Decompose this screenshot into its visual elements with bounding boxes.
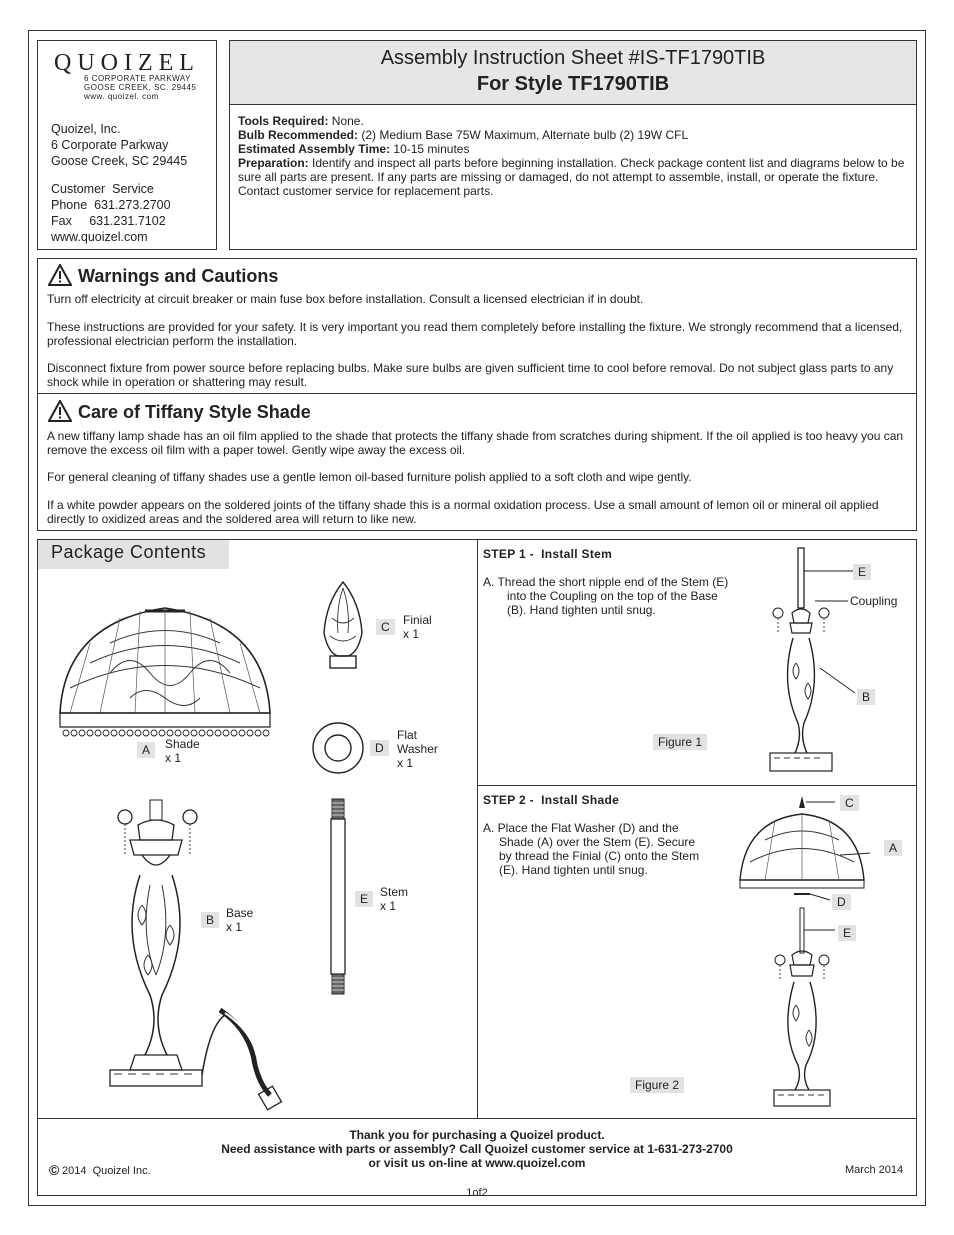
document-title: Assembly Instruction Sheet #IS-TF1790TIB: [380, 47, 766, 69]
page-number: 1of2: [466, 1187, 488, 1199]
prep-label: Preparation:: [238, 156, 309, 170]
figure1-label-b: B: [857, 689, 875, 705]
part-d-name-2: Washer: [397, 742, 438, 756]
figure2-label-d: D: [832, 894, 851, 910]
customer-service-label: Customer Service: [51, 182, 154, 196]
info-block: [238, 114, 913, 198]
prep-value: Identify and inspect all parts before beginning installation. Check package content list and diagrams below to be sure all parts are present. If any parts are missing or damaged, do not attempt to assemble, install, or operate the fixture. Contact customer service for replacement parts.: [238, 156, 905, 198]
time-label: Estimated Assembly Time:: [238, 142, 391, 156]
part-a-letter: A: [137, 742, 155, 758]
copyright-symbol: ©: [49, 1162, 60, 1178]
part-c-letter: C: [376, 619, 395, 635]
logo-web: www. quoizel. com: [84, 92, 159, 101]
warnings-box: [37, 258, 917, 394]
care-paragraph-1: A new tiffany lamp shade has an oil film applied to the shade that protects the tiffany shade from scratches during shipment. If the oil applied is too heavy you can remove the excess oil film with a paper towel. Gently wipe away the excess oil.: [47, 429, 904, 457]
bulb-label: Bulb Recommended:: [238, 128, 359, 142]
care-title: Care of Tiffany Style Shade: [78, 402, 311, 422]
warnings-paragraph-3: Disconnect fixture from power source before replacing bulbs. Make sure bulbs are given sufficient time to cool before removal. Do not subject glass parts to any shock while in operation or shattering may result.: [47, 361, 894, 389]
figure2-label-c: C: [840, 795, 859, 811]
document-style: For Style TF1790TIB: [476, 73, 670, 95]
step2-text-c: by thread the Finial (C) onto the Stem: [499, 849, 700, 863]
part-d-letter: D: [370, 740, 389, 756]
part-c-name: Finial: [403, 613, 432, 627]
tools-label: Tools Required:: [238, 114, 329, 128]
part-b-qty: x 1: [226, 920, 243, 934]
copyright-text: 2014 Quoizel Inc.: [62, 1165, 151, 1177]
footer-date: March 2014: [845, 1164, 904, 1176]
company-box: [37, 40, 217, 250]
column-divider: [477, 539, 478, 1119]
care-box: [37, 393, 917, 531]
warnings-title: Warnings and Cautions: [78, 266, 279, 286]
company-phone: Phone 631.273.2700: [51, 198, 171, 212]
step-divider: [477, 785, 917, 786]
figure1-label-coupling: Coupling: [850, 594, 898, 608]
part-e-qty: x 1: [380, 899, 397, 913]
part-e-name: Stem: [380, 885, 409, 899]
step2-text-a: A. Place the Flat Washer (D) and the: [483, 821, 679, 835]
figure1-caption: Figure 1: [653, 734, 707, 750]
figure2-caption: Figure 2: [630, 1077, 684, 1093]
bulb-value: (2) Medium Base 75W Maximum, Alternate bulb (2) 19W CFL: [361, 128, 689, 142]
company-name: Quoizel, Inc.: [51, 122, 121, 136]
figure2-label-e: E: [838, 925, 856, 941]
finial-illustration: [318, 578, 368, 673]
warning-icon: [48, 264, 72, 286]
footer-thanks: Thank you for purchasing a Quoizel product.: [349, 1128, 605, 1142]
warning-icon: [48, 400, 72, 422]
step1-text-c: (B). Hand tighten until snug.: [507, 603, 656, 617]
step2-title: STEP 2 - Install Shade: [483, 793, 620, 807]
part-b-name: Base: [226, 906, 254, 920]
warnings-paragraph-1: Turn off electricity at circuit breaker or main fuse box before installation. Consult a licensed electrician if in doubt.: [47, 292, 644, 306]
footer-divider: [37, 1118, 917, 1119]
logo-address-1: 6 CORPORATE PARKWAY: [84, 74, 191, 83]
company-web[interactable]: www.quoizel.com: [51, 230, 148, 244]
stem-illustration: [323, 797, 353, 997]
part-d-qty: x 1: [397, 756, 414, 770]
tools-value: None.: [331, 114, 364, 128]
shade-illustration: [50, 603, 280, 748]
warnings-paragraph-2: These instructions are provided for your safety. It is very important you read them completely before installing the fixture. We strongly recommend that a licensed, professional electrician perform the installation.: [47, 320, 903, 348]
step1-text-a: A. Thread the short nipple end of the Stem (E): [483, 575, 729, 589]
part-b-letter: B: [201, 912, 219, 928]
logo-address-2: GOOSE CREEK, SC. 29445: [84, 83, 197, 92]
figure1-illustration: [760, 543, 900, 783]
care-paragraph-3: If a white powder appears on the soldered joints of the tiffany shade this is a normal oxidation process. Use a small amount of lemon oil or mineral oil applied directly to oxidized areas and the soldered area will return to like new.: [47, 498, 879, 526]
footer-website: or visit us on-line at www.quoizel.com: [368, 1156, 586, 1170]
company-address-1: 6 Corporate Parkway: [51, 138, 169, 152]
step1-text-b: into the Coupling on the top of the Base: [507, 589, 718, 603]
figure1-label-e: E: [853, 564, 871, 580]
part-a-qty: x 1: [165, 751, 182, 765]
part-c-qty: x 1: [403, 627, 420, 641]
figure2-illustration: [730, 790, 870, 1110]
part-a-name: Shade: [165, 737, 200, 751]
company-logo: QUOIZEL: [54, 50, 200, 76]
company-address-2: Goose Creek, SC 29445: [51, 154, 188, 168]
company-fax: Fax 631.231.7102: [51, 214, 166, 228]
base-illustration: [100, 795, 290, 1115]
footer-assistance: Need assistance with parts or assembly? Call Quoizel customer service at 1-631-273-2700: [221, 1142, 733, 1156]
header-box: [229, 40, 917, 250]
step2-text-b: Shade (A) over the Stem (E). Secure: [499, 835, 696, 849]
time-value: 10-15 minutes: [393, 142, 470, 156]
part-d-name-1: Flat: [397, 728, 418, 742]
figure2-label-a: A: [884, 840, 902, 856]
care-paragraph-2: For general cleaning of tiffany shades use a gentle lemon oil-based furniture polish applied to a soft cloth and wipe gently.: [47, 470, 692, 484]
package-contents-title: Package Contents: [51, 542, 207, 562]
flat-washer-illustration: [311, 721, 365, 775]
part-e-letter: E: [355, 891, 373, 907]
step1-title: STEP 1 - Install Stem: [483, 547, 613, 561]
step2-text-d: (E). Hand tighten until snug.: [499, 863, 648, 877]
